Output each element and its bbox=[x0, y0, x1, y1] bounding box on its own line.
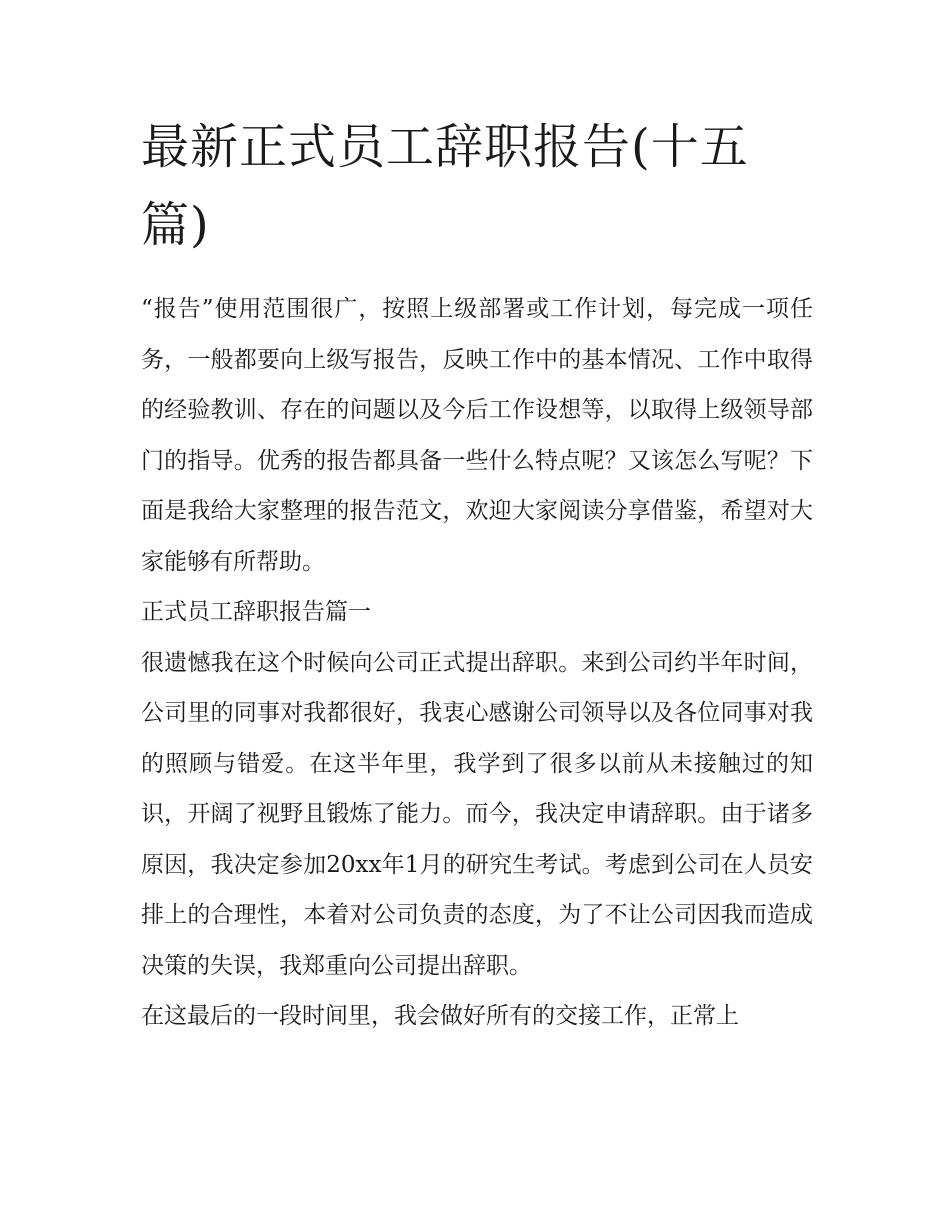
document-title: 最新正式员工辞职报告(十五篇) bbox=[141, 119, 749, 253]
document-content bbox=[141, 108, 813, 1042]
body-paragraph-1: 很遗憾我在这个时候向公司正式提出辞职。来到公司约半年时间，公司里的同事对我都很好，我衷心感谢公司领导以及各位同事对我的照顾与错爱。在这半年里，我学到了很多以前从未接触过的知识，开阔了视野且锻炼了能力。而今，我决定申请辞职。由于诸多原因，我决定参加20xx年1月的研究生考试。考虑到公司在人员安排上的合理性，本着对公司负责的态度，为了不让公司因我而造成决策的失误，我郑重向公司提出辞职。 bbox=[141, 649, 813, 979]
intro-paragraph: “报告”使用范围很广，按照上级部署或工作计划，每完成一项任务，一般都要向上级写报告，反映工作中的基本情况、工作中取得的经验教训、存在的问题以及今后工作设想等，以取得上级领导部门的指导。优秀的报告都具备一些什么特点呢？又该怎么写呢？下面是我给大家整理的报告范文，欢迎大家阅读分享借鉴，希望对大家能够有所帮助。 bbox=[141, 296, 813, 575]
body-paragraph-2: 在这最后的一段时间里，我会做好所有的交接工作，正常上 bbox=[141, 1003, 739, 1029]
section-heading: 正式员工辞职报告篇一 bbox=[141, 599, 371, 625]
